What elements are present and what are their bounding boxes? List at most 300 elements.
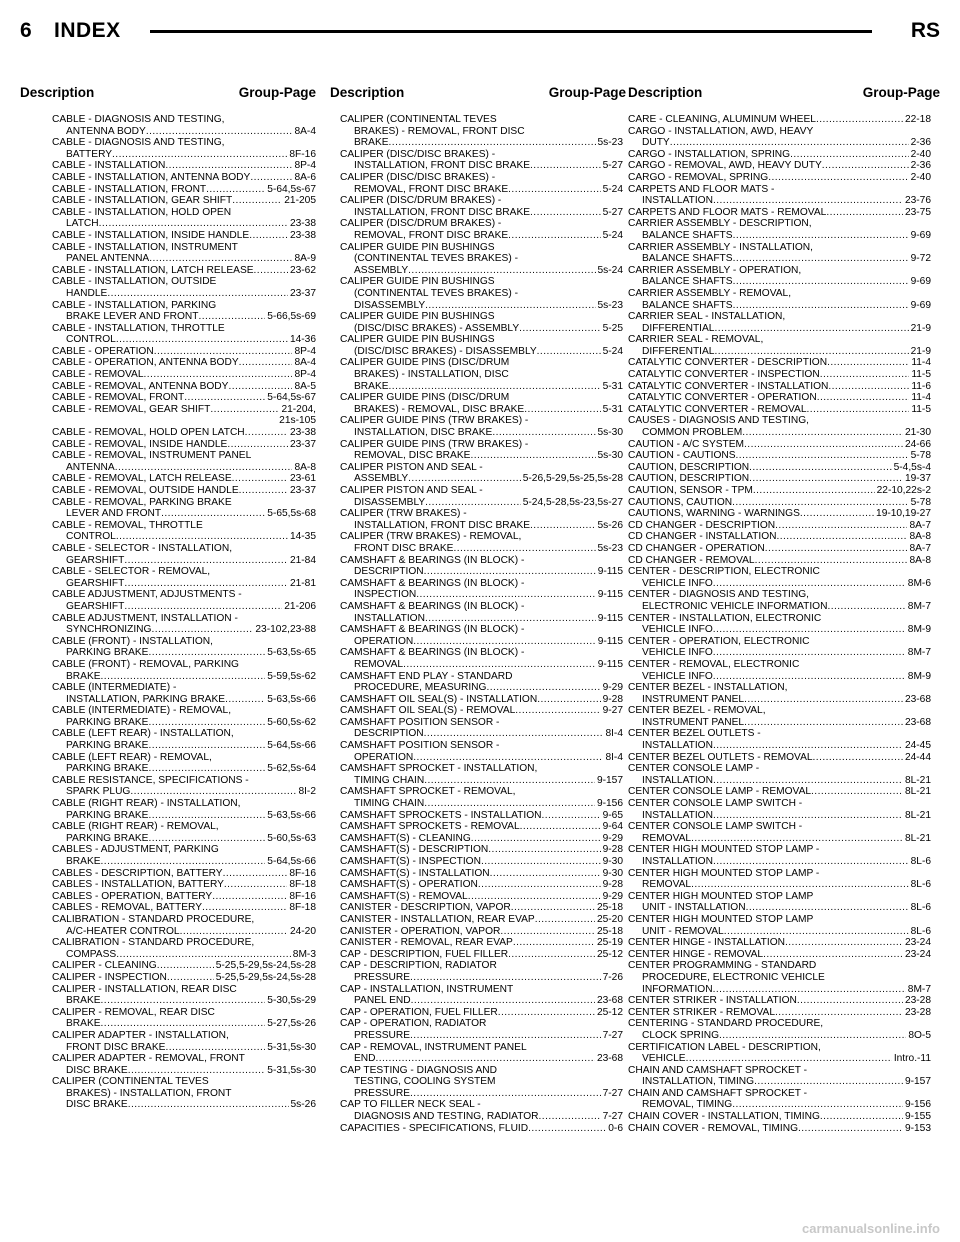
dot-leader bbox=[148, 717, 265, 729]
entry-term bbox=[340, 555, 623, 567]
index-entry bbox=[52, 798, 316, 821]
entry-page-ref: 9-156 bbox=[596, 798, 623, 810]
entry-text: CD CHANGER - OPERATION bbox=[628, 542, 765, 554]
dot-leader bbox=[165, 1042, 265, 1054]
dot-leader bbox=[198, 311, 265, 323]
entry-text: PRESSURE bbox=[354, 1029, 411, 1041]
index-entry bbox=[340, 705, 623, 717]
entry-text: (DISC/DISC BRAKES) - DISASSEMBLY bbox=[354, 345, 537, 357]
dot-leader bbox=[733, 230, 909, 242]
entry-text: CATALYTIC CONVERTER - OPERATION bbox=[628, 392, 817, 404]
entry-page-ref: 5-31 bbox=[602, 403, 623, 415]
entry-page-ref: 23-37 bbox=[289, 287, 316, 299]
entry-subterm bbox=[340, 520, 623, 532]
dot-leader bbox=[101, 671, 266, 683]
dot-leader bbox=[424, 775, 595, 787]
entry-page-ref: 11-4 bbox=[911, 392, 931, 404]
entry-text: CALIPER GUIDE PINS (DISC/DRUM bbox=[340, 357, 510, 369]
dot-leader bbox=[777, 531, 908, 543]
index-entry bbox=[340, 392, 623, 415]
entry-text: CONTROL bbox=[66, 531, 116, 543]
index-entry bbox=[52, 381, 316, 393]
dot-leader bbox=[148, 833, 265, 845]
entry-subterm bbox=[340, 160, 623, 172]
dot-leader bbox=[471, 833, 601, 845]
dot-leader bbox=[744, 694, 903, 706]
entry-term bbox=[340, 311, 623, 323]
entry-text: ASSEMBLY bbox=[354, 473, 409, 485]
entry-subterm bbox=[340, 1088, 623, 1100]
entry-term bbox=[340, 694, 623, 706]
entry-page-ref: 24-20 bbox=[289, 925, 316, 937]
entry-text: DISC BRAKE bbox=[66, 1064, 128, 1076]
dot-leader bbox=[733, 300, 909, 312]
entry-page-ref: 2-36 bbox=[910, 160, 931, 172]
entry-text: CAMSHAFT SPROCKET - INSTALLATION, bbox=[340, 763, 538, 775]
dot-leader bbox=[408, 473, 521, 485]
index-entry bbox=[628, 844, 931, 867]
entry-term bbox=[52, 821, 316, 833]
entry-text: PRESSURE bbox=[354, 1087, 411, 1099]
entry-term bbox=[628, 381, 931, 393]
index-entry bbox=[340, 926, 623, 938]
index-entry bbox=[340, 891, 623, 903]
entry-term bbox=[340, 485, 623, 497]
entry-page-ref: 0-6 bbox=[608, 1122, 623, 1134]
entry-text: CALIPER GUIDE PINS (TRW BRAKES) - bbox=[340, 438, 529, 450]
dot-leader bbox=[500, 926, 595, 938]
entry-text: HANDLE bbox=[66, 287, 108, 299]
index-entry bbox=[52, 879, 316, 891]
entry-term bbox=[628, 265, 931, 277]
entry-text: CABLE - INSTALLATION, LATCH RELEASE bbox=[52, 264, 254, 276]
entry-page-ref: 5-24 bbox=[602, 229, 623, 241]
dot-leader bbox=[424, 798, 595, 810]
entry-subterm bbox=[52, 601, 316, 613]
index-entry bbox=[52, 775, 316, 798]
entry-text: CABLE - REMOVAL, PARKING BRAKE bbox=[52, 496, 232, 508]
entry-text: CALIPER (DISC/DISC BRAKES) - bbox=[340, 148, 496, 160]
entry-page-ref: 23-38 bbox=[289, 229, 316, 241]
entry-text: CAMSHAFT(S) - INSPECTION bbox=[340, 856, 481, 867]
entry-term bbox=[340, 439, 623, 451]
entry-term bbox=[52, 497, 316, 509]
entry-page-ref: 9-64 bbox=[602, 821, 623, 833]
entry-subterm bbox=[52, 578, 316, 590]
dot-leader bbox=[425, 613, 596, 625]
dot-leader bbox=[691, 833, 903, 845]
dot-leader bbox=[713, 624, 906, 636]
entry-page-ref: 8A-4 bbox=[294, 357, 316, 369]
entry-text: INSTALLATION bbox=[642, 195, 713, 207]
entry-page-ref: 21s-105 bbox=[279, 415, 316, 427]
entry-text: CENTER - DIAGNOSIS AND TESTING, bbox=[628, 589, 809, 601]
dot-leader bbox=[537, 694, 600, 706]
dot-leader bbox=[151, 624, 253, 636]
entry-term bbox=[52, 300, 316, 312]
dot-leader bbox=[148, 740, 265, 752]
dot-leader bbox=[744, 717, 903, 729]
index-entry bbox=[628, 613, 931, 636]
entry-page-ref: 7-27 bbox=[602, 1087, 623, 1099]
entry-page-ref: 24-45 bbox=[904, 740, 931, 752]
dot-leader bbox=[107, 288, 288, 300]
index-entry bbox=[340, 555, 623, 578]
entry-subterm bbox=[628, 694, 931, 706]
entry-term bbox=[340, 114, 623, 126]
dot-leader bbox=[180, 926, 288, 938]
dot-leader bbox=[481, 856, 601, 868]
entry-page-ref: 9-29 bbox=[602, 890, 623, 902]
dot-leader bbox=[513, 937, 595, 949]
entry-page-ref: 5s-30 bbox=[597, 427, 623, 439]
entry-term bbox=[628, 636, 931, 648]
dot-leader bbox=[410, 1088, 601, 1100]
entry-subterm bbox=[52, 856, 316, 868]
entry-subterm bbox=[340, 288, 623, 300]
entry-term bbox=[340, 763, 623, 775]
dot-leader bbox=[239, 357, 293, 369]
entry-text: INSTALLATION bbox=[642, 809, 713, 821]
entry-term bbox=[52, 775, 316, 787]
entry-text: CALIPER (TRW BRAKES) - bbox=[340, 508, 467, 520]
entry-page-ref: 9-29 bbox=[602, 682, 623, 694]
entry-text: CALIPER (DISC/DRUM BRAKES) - bbox=[340, 195, 502, 207]
entry-term bbox=[340, 624, 623, 636]
dot-leader bbox=[515, 705, 600, 717]
entry-text: PANEL ANTENNA bbox=[66, 253, 150, 265]
entry-subterm bbox=[628, 671, 931, 683]
dot-leader bbox=[713, 984, 906, 996]
entry-term bbox=[52, 613, 316, 625]
entry-term bbox=[340, 1042, 623, 1054]
entry-text: CAUTIONS, WARNING - WARNINGS bbox=[628, 508, 800, 520]
entry-page-ref: 8A-8 bbox=[294, 461, 316, 473]
dot-leader bbox=[416, 589, 595, 601]
entry-text: CENTER - OPERATION, ELECTRONIC bbox=[628, 635, 810, 647]
entry-subterm bbox=[340, 752, 623, 764]
index-entry bbox=[628, 1065, 931, 1088]
entry-text: CABLE - INSTALLATION, PARKING bbox=[52, 299, 217, 311]
dot-leader bbox=[413, 636, 595, 648]
dot-leader bbox=[112, 149, 287, 161]
entry-page-ref: 23-68 bbox=[904, 693, 931, 705]
index-entry bbox=[628, 752, 931, 764]
entry-text: A/C-HEATER CONTROL bbox=[66, 925, 180, 937]
entry-text: CABLE - INSTALLATION, INSTRUMENT bbox=[52, 241, 238, 253]
entry-text: CAUTION - A/C SYSTEM bbox=[628, 438, 745, 450]
entry-text: CAMSHAFT OIL SEAL(S) - REMOVAL bbox=[340, 705, 516, 717]
entry-text: INSTRUMENT PANEL bbox=[642, 693, 745, 705]
entry-text: ASSEMBLY bbox=[354, 264, 409, 276]
index-entry bbox=[628, 705, 931, 728]
entry-text: SYNCHRONIZING bbox=[66, 624, 152, 636]
entry-subterm bbox=[628, 647, 931, 659]
index-entry bbox=[628, 659, 931, 682]
entry-subterm bbox=[340, 300, 623, 312]
entry-text: CARRIER ASSEMBLY - DESCRIPTION, bbox=[628, 218, 812, 230]
entry-subterm bbox=[628, 740, 931, 752]
entry-term bbox=[52, 937, 316, 949]
entry-term bbox=[52, 473, 316, 485]
entry-text: BRAKE bbox=[354, 137, 389, 149]
entry-text: ANTENNA BODY bbox=[66, 125, 146, 137]
entry-text: REMOVAL bbox=[354, 658, 404, 670]
entry-page-ref: 19-37 bbox=[904, 473, 931, 485]
entry-text: CABLE - REMOVAL, FRONT bbox=[52, 392, 185, 404]
entry-page-ref: 5-27 bbox=[602, 206, 623, 218]
dot-leader bbox=[254, 265, 288, 277]
entry-subterm bbox=[340, 659, 623, 671]
entry-subterm bbox=[628, 984, 931, 996]
entry-page-ref: 23-76 bbox=[904, 195, 931, 207]
entry-subterm bbox=[52, 149, 316, 161]
index-entry bbox=[340, 357, 623, 392]
entry-page-ref: 5-64,5s-66 bbox=[267, 740, 316, 752]
entry-text: INSPECTION bbox=[354, 589, 417, 601]
entry-term bbox=[340, 1099, 623, 1111]
index-entry bbox=[52, 137, 316, 160]
dot-leader bbox=[768, 172, 908, 184]
entry-text: CHAIN COVER - REMOVAL, TIMING bbox=[628, 1122, 798, 1134]
dot-leader bbox=[403, 659, 596, 671]
index-entry bbox=[340, 172, 623, 195]
index-entry bbox=[340, 334, 623, 357]
entry-text: CENTER BEZEL - REMOVAL, bbox=[628, 705, 766, 717]
index-entry bbox=[340, 242, 623, 277]
dot-leader bbox=[520, 821, 601, 833]
index-column-1 bbox=[52, 114, 316, 1111]
entry-text: CABLE (LEFT REAR) - REMOVAL, bbox=[52, 751, 212, 763]
entry-term bbox=[52, 230, 316, 242]
index-entry bbox=[628, 821, 931, 844]
dot-leader bbox=[714, 323, 908, 335]
index-entry bbox=[340, 1007, 623, 1019]
entry-page-ref: 8M-6 bbox=[907, 577, 931, 589]
dot-leader bbox=[157, 960, 214, 972]
entry-text: CAMSHAFT SPROCKETS - INSTALLATION bbox=[340, 809, 542, 821]
entry-subterm bbox=[628, 601, 931, 613]
index-entry bbox=[628, 1123, 931, 1135]
dot-leader bbox=[542, 810, 601, 822]
entry-subterm bbox=[340, 1030, 623, 1042]
entry-page-ref: 2-36 bbox=[910, 137, 931, 149]
entry-text: CARRIER ASSEMBLY - REMOVAL, bbox=[628, 287, 792, 299]
entry-term bbox=[628, 184, 931, 196]
entry-page-ref: 5-65,5s-68 bbox=[267, 508, 316, 520]
dot-leader bbox=[101, 856, 266, 868]
entry-page-ref: 8A-8 bbox=[909, 554, 931, 566]
dot-leader bbox=[719, 1030, 906, 1042]
entry-subterm bbox=[52, 949, 316, 961]
entry-text: CABLES - OPERATION, BATTERY bbox=[52, 890, 213, 902]
entry-term bbox=[628, 172, 931, 184]
entry-text: CABLES - REMOVAL, BATTERY bbox=[52, 902, 203, 914]
entry-page-ref: 5s-26 bbox=[597, 519, 623, 531]
dot-leader bbox=[798, 1123, 903, 1135]
entry-text: CABLE - INSTALLATION, HOLD OPEN bbox=[52, 206, 232, 218]
dot-leader bbox=[148, 763, 265, 775]
entry-term bbox=[628, 508, 931, 520]
index-entry bbox=[628, 508, 931, 520]
entry-text: GEARSHIFT bbox=[66, 554, 125, 566]
entry-text: TESTING, COOLING SYSTEM bbox=[354, 1076, 496, 1088]
entry-term bbox=[340, 856, 623, 868]
entry-text: CABLE - OPERATION, ANTENNA BODY bbox=[52, 357, 239, 369]
dot-leader bbox=[249, 230, 288, 242]
entry-page-ref: 23-75 bbox=[904, 206, 931, 218]
index-entry bbox=[628, 126, 931, 149]
entry-term bbox=[628, 149, 931, 161]
entry-text: CARGO - REMOVAL, SPRING bbox=[628, 171, 769, 183]
entry-page-ref: 23-68 bbox=[596, 995, 623, 1007]
entry-term bbox=[52, 1053, 316, 1065]
entry-subterm bbox=[340, 450, 623, 462]
entry-text: PARKING BRAKE bbox=[66, 809, 149, 821]
entry-page-ref: 23-68 bbox=[596, 1053, 623, 1065]
entry-text: ELECTRONIC VEHICLE INFORMATION bbox=[642, 600, 828, 612]
entry-subterm bbox=[340, 323, 623, 335]
entry-text: CABLE - REMOVAL, ANTENNA BODY bbox=[52, 380, 229, 392]
entry-term bbox=[340, 218, 623, 230]
dot-leader bbox=[790, 149, 909, 161]
entry-page-ref: 9-157 bbox=[596, 774, 623, 786]
index-entry bbox=[340, 902, 623, 914]
entry-page-ref: 8A-8 bbox=[909, 531, 931, 543]
entry-page-ref: 9-115 bbox=[597, 589, 623, 601]
entry-text: DESCRIPTION bbox=[354, 728, 424, 740]
entry-page-ref: 8L-21 bbox=[904, 774, 931, 786]
entry-page-ref: Intro.-11 bbox=[893, 1053, 931, 1065]
dot-leader bbox=[389, 137, 596, 149]
entry-page-ref: 9-30 bbox=[602, 856, 623, 867]
index-entry bbox=[340, 671, 623, 694]
dot-leader bbox=[101, 1018, 266, 1030]
entry-term bbox=[628, 357, 931, 369]
entry-text: CAMSHAFT & BEARINGS (IN BLOCK) - bbox=[340, 647, 525, 659]
index-entry bbox=[52, 566, 316, 589]
entry-text: VEHICLE INFO bbox=[642, 647, 713, 659]
entry-text: CAP - REMOVAL, INSTRUMENT PANEL bbox=[340, 1041, 527, 1053]
index-entry bbox=[52, 404, 316, 427]
entry-term bbox=[340, 508, 623, 520]
entry-page-ref: 21-9 bbox=[910, 322, 931, 334]
entry-page-ref: 8M-9 bbox=[907, 624, 931, 636]
entry-continuation bbox=[52, 415, 316, 427]
entry-text: CABLE (INTERMEDIATE) - bbox=[52, 682, 177, 694]
entry-page-ref: 9-30 bbox=[602, 867, 623, 879]
entry-subterm bbox=[52, 334, 316, 346]
dot-leader bbox=[478, 879, 601, 891]
entry-term bbox=[340, 810, 623, 822]
entry-text: FRONT DISC BRAKE bbox=[354, 542, 454, 554]
dot-leader bbox=[167, 972, 214, 984]
dot-leader bbox=[713, 856, 909, 868]
entry-text: INSTALLATION, FRONT DISC BRAKE bbox=[354, 206, 531, 218]
entry-text: CALIBRATION - STANDARD PROCEDURE, bbox=[52, 913, 255, 925]
entry-text: BALANCE SHAFTS bbox=[642, 299, 733, 311]
entry-term bbox=[340, 705, 623, 717]
entry-page-ref: 9-115 bbox=[597, 612, 623, 624]
index-entry bbox=[52, 972, 316, 984]
index-entry bbox=[340, 647, 623, 670]
entry-text: CAMSHAFT(S) - CLEANING bbox=[340, 832, 471, 844]
dot-leader bbox=[146, 126, 293, 138]
entry-term bbox=[628, 960, 931, 972]
entry-page-ref: 5-24 bbox=[602, 345, 623, 357]
dot-leader bbox=[713, 647, 906, 659]
index-entry bbox=[628, 1111, 931, 1123]
entry-text: CABLE - REMOVAL, LATCH RELEASE bbox=[52, 473, 232, 485]
index-entry bbox=[628, 392, 931, 404]
entry-text: CALIPER PISTON AND SEAL - bbox=[340, 461, 483, 473]
index-entry bbox=[340, 311, 623, 334]
entry-text: CABLE - REMOVAL, GEAR SHIFT bbox=[52, 403, 211, 415]
index-entry bbox=[52, 276, 316, 299]
index-entry bbox=[340, 960, 623, 983]
index-entry bbox=[628, 728, 931, 751]
entry-term bbox=[52, 357, 316, 369]
entry-text: CENTER CONSOLE LAMP SWITCH - bbox=[628, 821, 803, 833]
index-entry bbox=[628, 404, 931, 416]
entry-text: CABLE - DIAGNOSIS AND TESTING, bbox=[52, 137, 225, 149]
entry-term bbox=[340, 879, 623, 891]
entry-text: CATALYTIC CONVERTER - DESCRIPTION bbox=[628, 357, 828, 369]
entry-term bbox=[340, 334, 623, 346]
entry-page-ref: 23-61 bbox=[289, 473, 316, 485]
dot-leader bbox=[116, 949, 291, 961]
entry-subterm bbox=[628, 253, 931, 265]
entry-page-ref: 8F-16 bbox=[289, 148, 316, 160]
entry-term bbox=[52, 427, 316, 439]
entry-text: CABLE (FRONT) - INSTALLATION, bbox=[52, 635, 213, 647]
entry-text: CENTER STRIKER - INSTALLATION bbox=[628, 995, 797, 1007]
page-number: 6 bbox=[20, 19, 32, 42]
index-entry bbox=[52, 160, 316, 172]
index-entry bbox=[52, 172, 316, 184]
index-entry bbox=[628, 485, 931, 497]
dot-leader bbox=[733, 253, 909, 265]
index-entry bbox=[628, 114, 931, 126]
entry-text: CABLES - DESCRIPTION, BATTERY bbox=[52, 867, 223, 879]
entry-page-ref: 9-115 bbox=[597, 635, 623, 647]
entry-text: CATALYTIC CONVERTER - REMOVAL bbox=[628, 403, 807, 415]
entry-term bbox=[628, 914, 931, 926]
dot-leader bbox=[128, 1065, 266, 1077]
entry-page-ref: 8A-4 bbox=[294, 125, 316, 137]
index-entry bbox=[628, 450, 931, 462]
entry-text: CALIPER GUIDE PIN BUSHINGS bbox=[340, 276, 495, 288]
entry-subterm bbox=[628, 323, 931, 335]
entry-text: CAMSHAFT & BEARINGS (IN BLOCK) - bbox=[340, 624, 525, 636]
entry-text: END bbox=[354, 1053, 376, 1065]
page-title: INDEX bbox=[54, 19, 121, 42]
entry-page-ref: 25-18 bbox=[596, 902, 623, 914]
entry-page-ref: 8O-5 bbox=[908, 1029, 931, 1041]
entry-text: INSTALLATION, DISC BRAKE bbox=[354, 427, 493, 439]
index-entry bbox=[628, 334, 931, 357]
entry-text: CARRIER ASSEMBLY - INSTALLATION, bbox=[628, 241, 813, 253]
dot-leader bbox=[149, 253, 292, 265]
entry-term bbox=[628, 1018, 931, 1030]
entry-term bbox=[340, 462, 623, 474]
dot-leader bbox=[124, 601, 282, 613]
entry-text: COMMON PROBLEM bbox=[642, 427, 743, 439]
index-entry bbox=[52, 728, 316, 751]
index-entry bbox=[340, 276, 623, 311]
entry-text: CAP - OPERATION, FUEL FILLER bbox=[340, 1006, 498, 1018]
entry-page-ref: 8M-7 bbox=[907, 983, 931, 995]
